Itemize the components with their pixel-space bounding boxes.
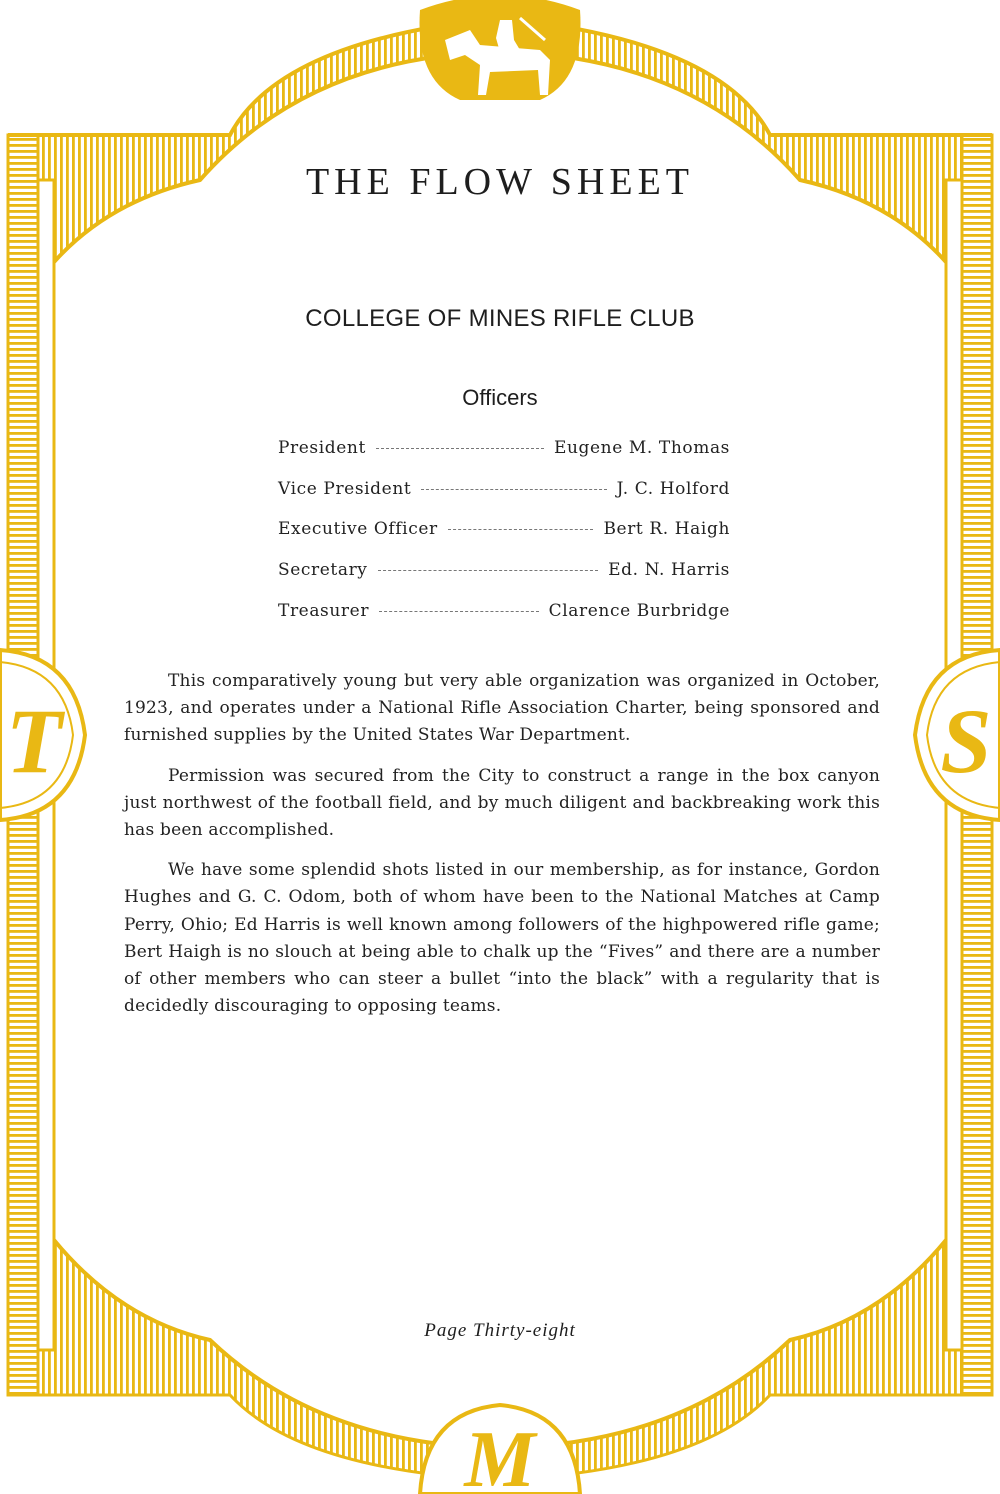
officer-role: Treasurer [278,600,370,621]
svg-text:T: T [5,690,63,792]
officer-name: Clarence Burbridge [548,600,730,621]
monogram-m-emblem [420,1405,580,1494]
paragraph: This comparatively young but very able organization was organized in October, 1923, and operates under a National Rifle Association Charter, being sponsored and furnished supplies by the United States War Department. [124,671,880,746]
leader-dots [376,448,544,449]
officers-list [278,438,730,641]
article-body [124,668,880,1033]
paragraph: We have some splendid shots listed in our membership, as for instance, Gordon Hughes and G. C. Odom, both of whom have been to the National Matches at Camp Perry, Ohio; Ed Harris is well known among followers of the highpowered rifle game; Bert Haigh is no slouch at being able to chalk up the “Fives” and there are a number of other members who can steer a bullet “into the black” with a regularity that is decidedly discouraging to opposing teams. [124,860,880,1017]
monogram-t-emblem [0,650,85,820]
leader-dots [421,489,606,490]
paragraph: Permission was secured from the City to construct a range in the box canyon just northwest of the football field, and by much diligent and backbreaking work this has been accomplished. [124,765,880,841]
page-number: Page Thirty-eight [424,1320,576,1341]
officer-role: Secretary [278,560,368,581]
svg-text:M: M [464,1416,536,1494]
leader-dots [448,529,594,530]
officer-row [278,438,730,479]
officer-name: J. C. Holford [616,478,730,499]
officer-name: Bert R. Haigh [603,519,730,540]
officer-name: Ed. N. Harris [608,560,730,581]
officer-row [278,560,730,601]
officer-role: Executive Officer [278,519,438,540]
monogram-s-emblem [915,650,1000,820]
officer-row [278,601,730,642]
officers-heading: Officers [462,385,538,410]
officer-row [278,479,730,520]
leader-dots [379,611,539,612]
svg-text:S: S [940,690,992,792]
section-title: COLLEGE OF MINES RIFLE CLUB [305,305,695,332]
officer-role: President [278,438,366,458]
leader-dots [378,570,599,571]
officer-name: Eugene M. Thomas [553,438,730,458]
page-title: THE FLOW SHEET [305,161,695,203]
mule-miner-emblem [420,0,581,102]
officer-role: Vice President [278,478,412,499]
officer-row [278,519,730,560]
